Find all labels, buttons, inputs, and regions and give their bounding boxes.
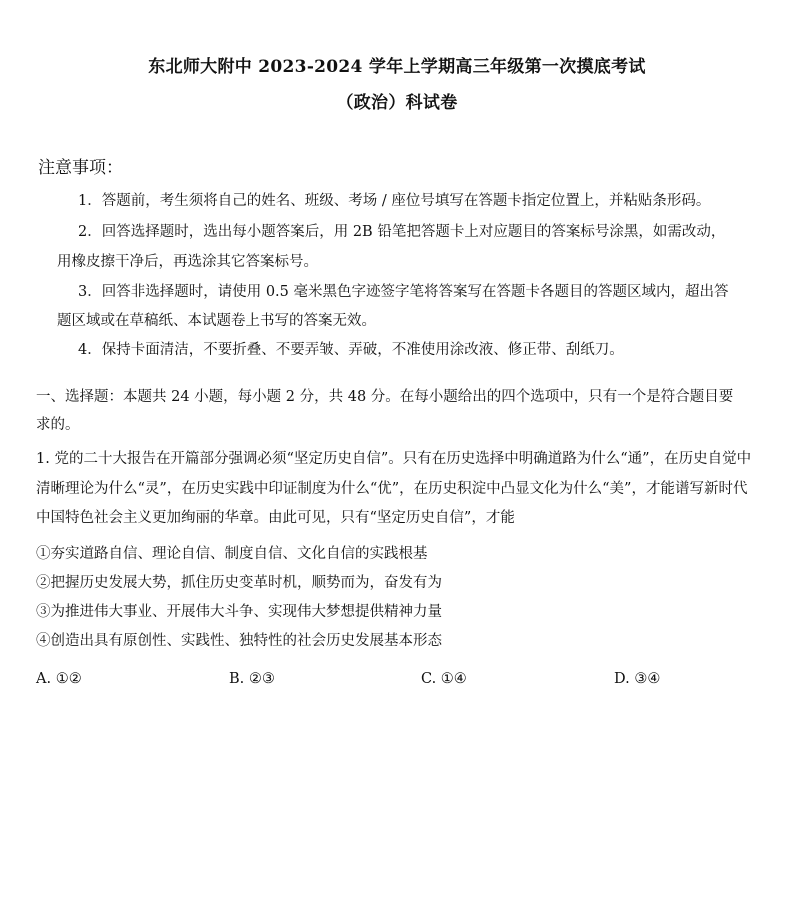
notice-line: 2．回答选择题时，选出每小题答案后，用 2B 铅笔把答题卡上对应题目的答案标号涂黑，如需改动， (78, 224, 726, 240)
statement-4: ④创造出具有原创性、实践性、独特性的社会历史发展基本形态 (36, 633, 442, 649)
option-a: A. ①② (36, 671, 82, 687)
exam-subtitle: （政治）科试卷 (336, 93, 458, 113)
statement-2: ②把握历史发展大势，抓住历史变革时机，顺势而为，奋发有为 (36, 575, 442, 591)
section-heading: 一、选择题：本题共 24 小题，每小题 2 分，共 48 分。在每小题给出的四个选项中，只有一个是符合题目要 (36, 389, 734, 405)
option-b: B. ②③ (229, 671, 275, 687)
section-heading-cont: 求的。 (36, 417, 80, 433)
notice-line: 3．回答非选择题时，请使用 0.5 毫米黑色字迹签字笔将答案写在答题卡各题目的答题区域内，超出答 (78, 284, 729, 300)
notice-line: 题区域或在草稿纸、本试题卷上书写的答案无效。 (57, 313, 376, 329)
answer-options (0, 669, 794, 691)
option-d: D. ③④ (614, 671, 661, 687)
notice-line: 1．答题前，考生须将自己的姓名、班级、考场 / 座位号填写在答题卡指定位置上，并粘贴条形码。 (78, 193, 711, 209)
notice-line: 用橡皮擦干净后，再选涂其它答案标号。 (57, 254, 318, 270)
notice-line: 4．保持卡面清洁，不要折叠、不要弄皱、弄破，不准使用涂改液、修正带、刮纸刀。 (78, 342, 624, 358)
statement-3: ③为推进伟大事业、开展伟大斗争、实现伟大梦想提供精神力量 (36, 604, 442, 620)
question-stem-line: 清晰理论为什么“灵”，在历史实践中印证制度为什么“优”，在历史积淀中凸显文化为什么“美”，才能谱写新时代 (36, 481, 748, 497)
exam-title: 东北师大附中 2023-2024 学年上学期高三年级第一次摸底考试 (148, 57, 646, 77)
question-stem-line: 中国特色社会主义更加绚丽的华章。由此可见，只有“坚定历史自信”，才能 (36, 510, 515, 526)
notice-heading: 注意事项： (38, 158, 123, 178)
option-c: C. ①④ (421, 671, 467, 687)
question-stem-line: 1. 党的二十大报告在开篇部分强调必须“坚定历史自信”。只有在历史选择中明确道路为什么“通”，在历史自觉中 (36, 451, 752, 467)
statement-1: ①夯实道路自信、理论自信、制度自信、文化自信的实践根基 (36, 546, 428, 562)
